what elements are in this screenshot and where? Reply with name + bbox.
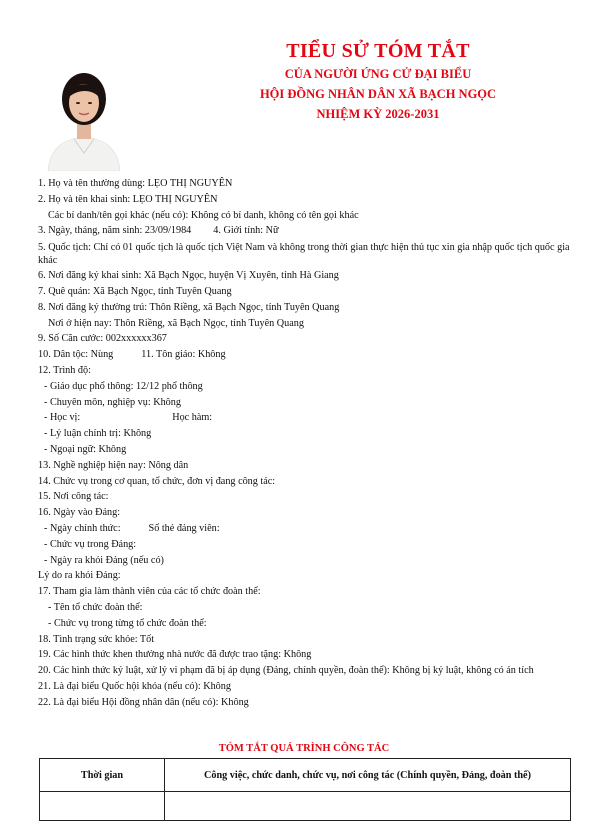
field-degree: - Học vị: (44, 412, 81, 424)
field-general-education: - Giáo dục phổ thông: 12/12 phổ thông (44, 380, 203, 392)
work-history-table (39, 758, 571, 821)
field-party-card: Số thẻ đảng viên: (148, 522, 220, 534)
field-party-official-date: - Ngày chính thức: (44, 522, 121, 534)
field-occupation: 13. Nghề nghiệp hiện nay: Nông dân (38, 459, 189, 471)
biography-fields (38, 176, 578, 711)
field-health: 18. Tình trạng sức khỏe: Tốt (38, 633, 155, 645)
column-header-time: Thời gian (40, 759, 165, 792)
field-ethnicity: 10. Dân tộc: Nùng (38, 349, 114, 361)
field-common-name: 1. Họ và tên thường dùng: LẸO THỊ NGUYÊN (38, 178, 233, 189)
field-workplace: 15. Nơi công tác: (38, 491, 109, 503)
document-subtitle-1: CỦA NGƯỜI ỨNG CỬ ĐẠI BIỂU (284, 67, 472, 81)
field-discipline: 20. Các hình thức kỷ luật, xử lý vi phạm đã bị áp dụng (Đảng, chính quyền, đoàn thể): Không bị kỷ luật, không có án tích (38, 665, 534, 677)
portrait-photo (40, 63, 128, 171)
field-position: 14. Chức vụ trong cơ quan, tổ chức, đơn vị đang công tác: (38, 475, 276, 487)
work-history-title: TÓM TẮT QUÁ TRÌNH CÔNG TÁC (218, 743, 390, 754)
document-subtitle-2: HỘI ĐỒNG NHÂN DÂN XÃ BẠCH NGỌC (259, 87, 497, 101)
document-header (198, 38, 558, 124)
field-ethnicity-religion (38, 347, 578, 363)
field-organizations: 17. Tham gia làm thành viên của các tổ chức đoàn thể: (38, 586, 261, 598)
table-cell-time (40, 792, 165, 821)
field-party-position: - Chức vụ trong Đảng: (44, 538, 137, 550)
field-degree-title (38, 410, 578, 426)
field-permanent-residence: 8. Nơi đăng ký thường trú: Thôn Riềng, xã Bạch Ngọc, tỉnh Tuyên Quang (38, 301, 340, 313)
field-professional-skill: - Chuyên môn, nghiệp vụ: Không (44, 396, 181, 408)
field-id-number: 9. Số Căn cước: 002xxxxxx367 (38, 333, 167, 345)
table-header-row (40, 759, 571, 792)
field-hometown: 7. Quê quán: Xã Bạch Ngọc, tỉnh Tuyên Quang (38, 285, 232, 297)
field-political-theory: - Lý luận chính trị: Không (44, 428, 152, 440)
field-party-leave-date: - Ngày ra khỏi Đảng (nếu có) (44, 554, 164, 566)
field-aliases: Các bí danh/tên gọi khác (nếu có): Không có bí danh, không có tên gọi khác (48, 209, 359, 221)
field-birth-name: 2. Họ và tên khai sinh: LẸO THỊ NGUYÊN (38, 193, 218, 205)
field-awards: 19. Các hình thức khen thưởng nhà nước đã được trao tặng: Không (38, 649, 312, 661)
field-party-leave-reason: Lý do ra khỏi Đảng: (38, 570, 121, 582)
field-nationality: 5. Quốc tịch: Chỉ có 01 quốc tịch là quốc tịch Việt Nam và không trong thời gian thực hiện thủ tục xin gia nhập quốc tịch quốc gia khác (38, 242, 570, 267)
field-dob: 3. Ngày, tháng, năm sinh: 23/09/1984 (38, 225, 192, 237)
field-birth-registration: 6. Nơi đăng ký khai sinh: Xã Bạch Ngọc, huyện Vị Xuyên, tỉnh Hà Giang (38, 270, 339, 282)
field-academic-title: Học hàm: (172, 412, 213, 424)
document-subtitle-3: NHIỆM KỲ 2026-2031 (316, 107, 440, 121)
field-peoples-council: 22. Là đại biểu Hội đồng nhân dân (nếu có): Không (38, 696, 249, 708)
field-foreign-language: - Ngoại ngữ: Không (44, 443, 127, 455)
field-organization-position: - Chức vụ trong từng tổ chức đoàn thể: (48, 617, 207, 629)
table-cell-description (165, 792, 571, 821)
field-national-assembly: 21. Là đại biểu Quốc hội khóa (nếu có): Không (38, 680, 231, 692)
document-title: TIỂU SỬ TÓM TẮT (286, 40, 470, 62)
field-party-official (38, 521, 578, 537)
field-party-join-date: 16. Ngày vào Đảng: (38, 507, 121, 519)
field-current-residence: Nơi ở hiện nay: Thôn Riềng, xã Bạch Ngọc, tỉnh Tuyên Quang (48, 317, 304, 329)
table-row (40, 792, 571, 821)
field-education-heading: 12. Trình độ: (38, 364, 91, 376)
column-header-description: Công việc, chức danh, chức vụ, nơi công tác (Chính quyền, Đảng, đoàn thể) (165, 759, 571, 792)
field-gender: 4. Giới tính: Nữ (213, 225, 279, 237)
field-organization-name: - Tên tổ chức đoàn thể: (48, 601, 143, 613)
field-dob-gender (38, 223, 578, 239)
field-religion: 11. Tôn giáo: Không (141, 349, 226, 361)
